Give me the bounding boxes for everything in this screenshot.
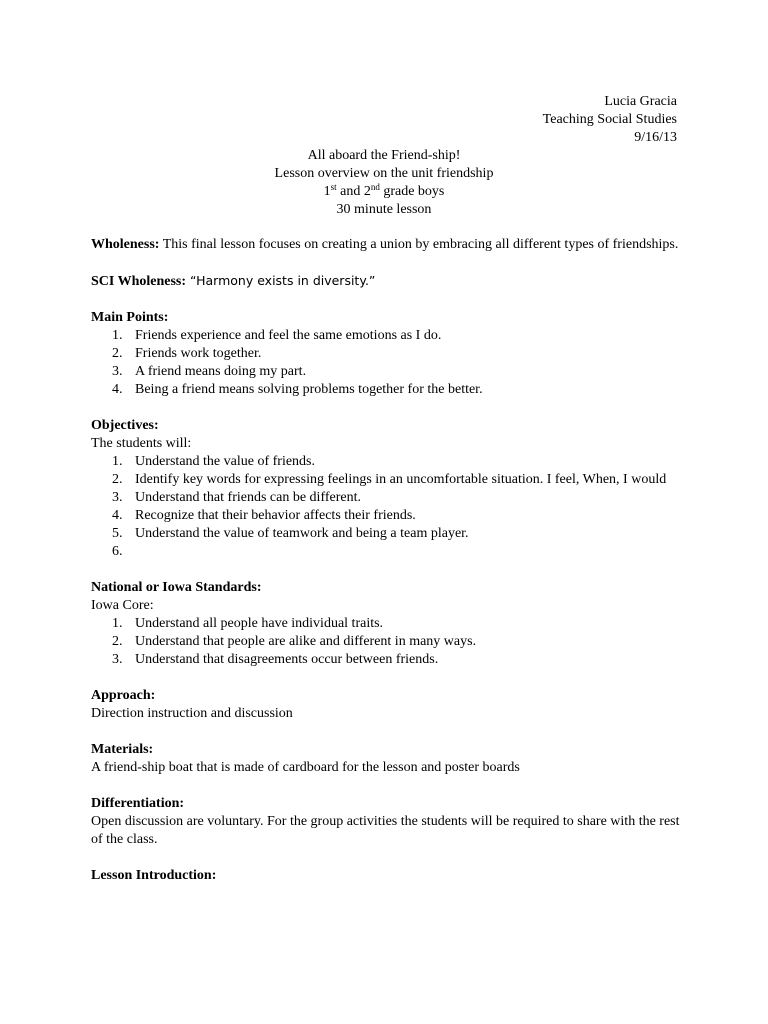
list-number: 3. [112,652,123,667]
list-item-text: Understand the value of teamwork and being a team player. [135,526,469,541]
main-points-list [91,327,691,399]
list-item-text: Recognize that their behavior affects their friends. [135,508,416,523]
lesson-introduction-section [91,867,691,885]
list-item [91,525,691,543]
differentiation-section [91,795,691,849]
list-item [91,633,691,651]
grade-second-suffix: nd [370,182,380,192]
author-header [543,93,677,147]
standards-intro: Iowa Core: [91,598,154,613]
list-number: 1. [112,616,123,631]
list-item-text: A friend means doing my part. [135,364,307,379]
list-item [91,363,691,381]
list-item [91,615,691,633]
list-item [91,651,691,669]
main-points-section [91,309,691,399]
list-item [91,345,691,363]
list-item-text: Friends experience and feel the same emotions as I do. [135,328,442,343]
objectives-section [91,417,691,561]
sci-wholeness-text: “Harmony exists in diversity.” [186,273,376,288]
list-item-text: Understand that friends can be different. [135,490,361,505]
author-name: Lucia Gracia [604,94,677,109]
standards-list [91,615,691,669]
sci-wholeness-label: SCI Wholeness: [91,274,187,289]
list-number: 1. [112,454,123,469]
differentiation-label: Differentiation: [91,796,185,811]
list-item-text: Understand the value of friends. [135,454,315,469]
objectives-intro: The students will: [91,436,192,451]
materials-text: A friend-ship boat that is made of cardboard for the lesson and poster boards [91,760,520,775]
grade-first-suffix: st [330,182,337,192]
list-item [91,507,691,525]
list-item-text: Friends work together. [135,346,262,361]
lesson-title: All aboard the Friend-ship! [307,148,461,163]
standards-section [91,579,691,669]
objectives-label: Objectives: [91,418,159,433]
sci-wholeness-section [91,272,691,291]
lesson-duration: 30 minute lesson [336,202,432,217]
approach-text: Direction instruction and discussion [91,706,293,721]
list-item [91,471,691,489]
list-number: 6. [112,544,123,559]
document-body [91,236,691,903]
list-item-text: Understand that disagreements occur between friends. [135,652,439,667]
list-number: 1. [112,328,123,343]
list-item-text: Identify key words for expressing feelings in an uncomfortable situation. I feel, When, I would [135,472,667,487]
list-number: 2. [112,634,123,649]
list-item-text: Being a friend means solving problems together for the better. [135,382,483,397]
grade-second: and 2 [336,184,371,199]
list-item [91,327,691,345]
wholeness-section [91,236,691,254]
list-number: 2. [112,472,123,487]
grade-audience: grade boys [379,184,445,199]
grade-first: 1 [323,184,331,199]
list-number: 5. [112,526,123,541]
list-item [91,453,691,471]
main-points-label: Main Points: [91,310,169,325]
wholeness-text: This final lesson focuses on creating a union by embracing all different types of friendships. [159,237,679,252]
objectives-list [91,453,691,561]
materials-section [91,741,691,777]
list-item-text: Understand that people are alike and different in many ways. [135,634,477,649]
list-item [91,381,691,399]
lesson-introduction-label: Lesson Introduction: [91,868,217,883]
differentiation-text: Open discussion are voluntary. For the group activities the students will be required to share with the rest of the class. [91,814,680,847]
lesson-subtitle: Lesson overview on the unit friendship [274,166,494,181]
lesson-title-block [0,147,768,219]
list-number: 2. [112,346,123,361]
list-item [91,489,691,507]
grade-level [0,183,768,201]
list-number: 4. [112,508,123,523]
course-name: Teaching Social Studies [542,112,677,127]
approach-section [91,687,691,723]
materials-label: Materials: [91,742,154,757]
wholeness-label: Wholeness: [91,237,160,252]
approach-label: Approach: [91,688,156,703]
list-item-text: Understand all people have individual traits. [135,616,384,631]
standards-label: National or Iowa Standards: [91,580,262,595]
document-date: 9/16/13 [634,130,677,145]
list-item [91,543,691,561]
list-number: 4. [112,382,123,397]
list-number: 3. [112,364,123,379]
list-number: 3. [112,490,123,505]
